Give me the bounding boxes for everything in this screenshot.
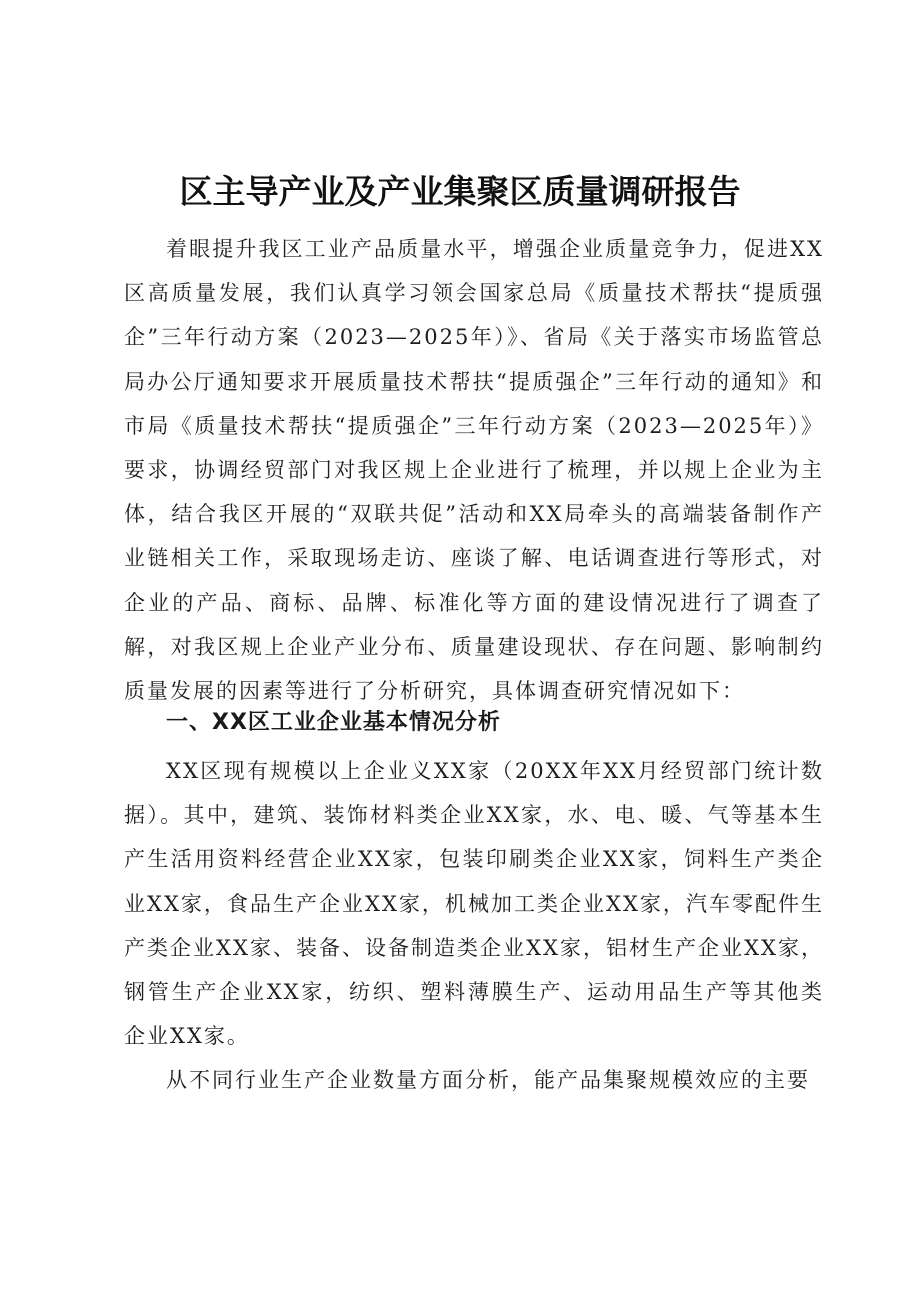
section-body-paragraph-continued: 从不同行业生产企业数量方面分析，能产品集聚规模效应的主要 <box>166 1068 810 1092</box>
section-heading: 一、XX区工业企业基本情况分析 <box>166 710 501 735</box>
section-body-paragraph: XX区现有规模以上企业义XX家（20XX年XX月经贸部门统计数据）。其中，建筑、装饰材料类企业XX家，水、电、暖、气等基本生产生活用资料经营企业XX家，包装印刷类企业XX家，饲料生产类企业XX家，食品生产企业XX家，机械加工类企业XX家，汽车零配件生产类企业XX家、装备、设备制造类企业XX家，铝材生产企业XX家，钢管生产企业XX家，纺织、塑料薄膜生产、运动用品生产等其他类企业XX家。 <box>124 759 824 1049</box>
document-title: 区主导产业及产业集聚区质量调研报告 <box>179 172 741 211</box>
intro-paragraph: 着眼提升我区工业产品质量水平，增强企业质量竞争力，促进XX区高质量发展，我们认真学习领会国家总局《质量技术帮扶“提质强企”三年行动方案（2023—2025年）》、省局《关于落实市场监管总局办公厅通知要求开展质量技术帮扶“提质强企”三年行动的通知》和市局《质量技术帮扶“提质强企”三年行动方案（2023—2025年）》要求，协调经贸部门对我区规上企业进行了梳理，并以规上企业为主体，结合我区开展的“双联共促”活动和XX局牵头的高端装备制作产业链相关工作，采取现场走访、座谈了解、电话调查进行等形式，对企业的产品、商标、品牌、标准化等方面的建设情况进行了调查了解，对我区规上企业产业分布、质量建设现状、存在问题、影响制约质量发展的因素等进行了分析研究，具体调查研究情况如下： <box>124 237 824 704</box>
